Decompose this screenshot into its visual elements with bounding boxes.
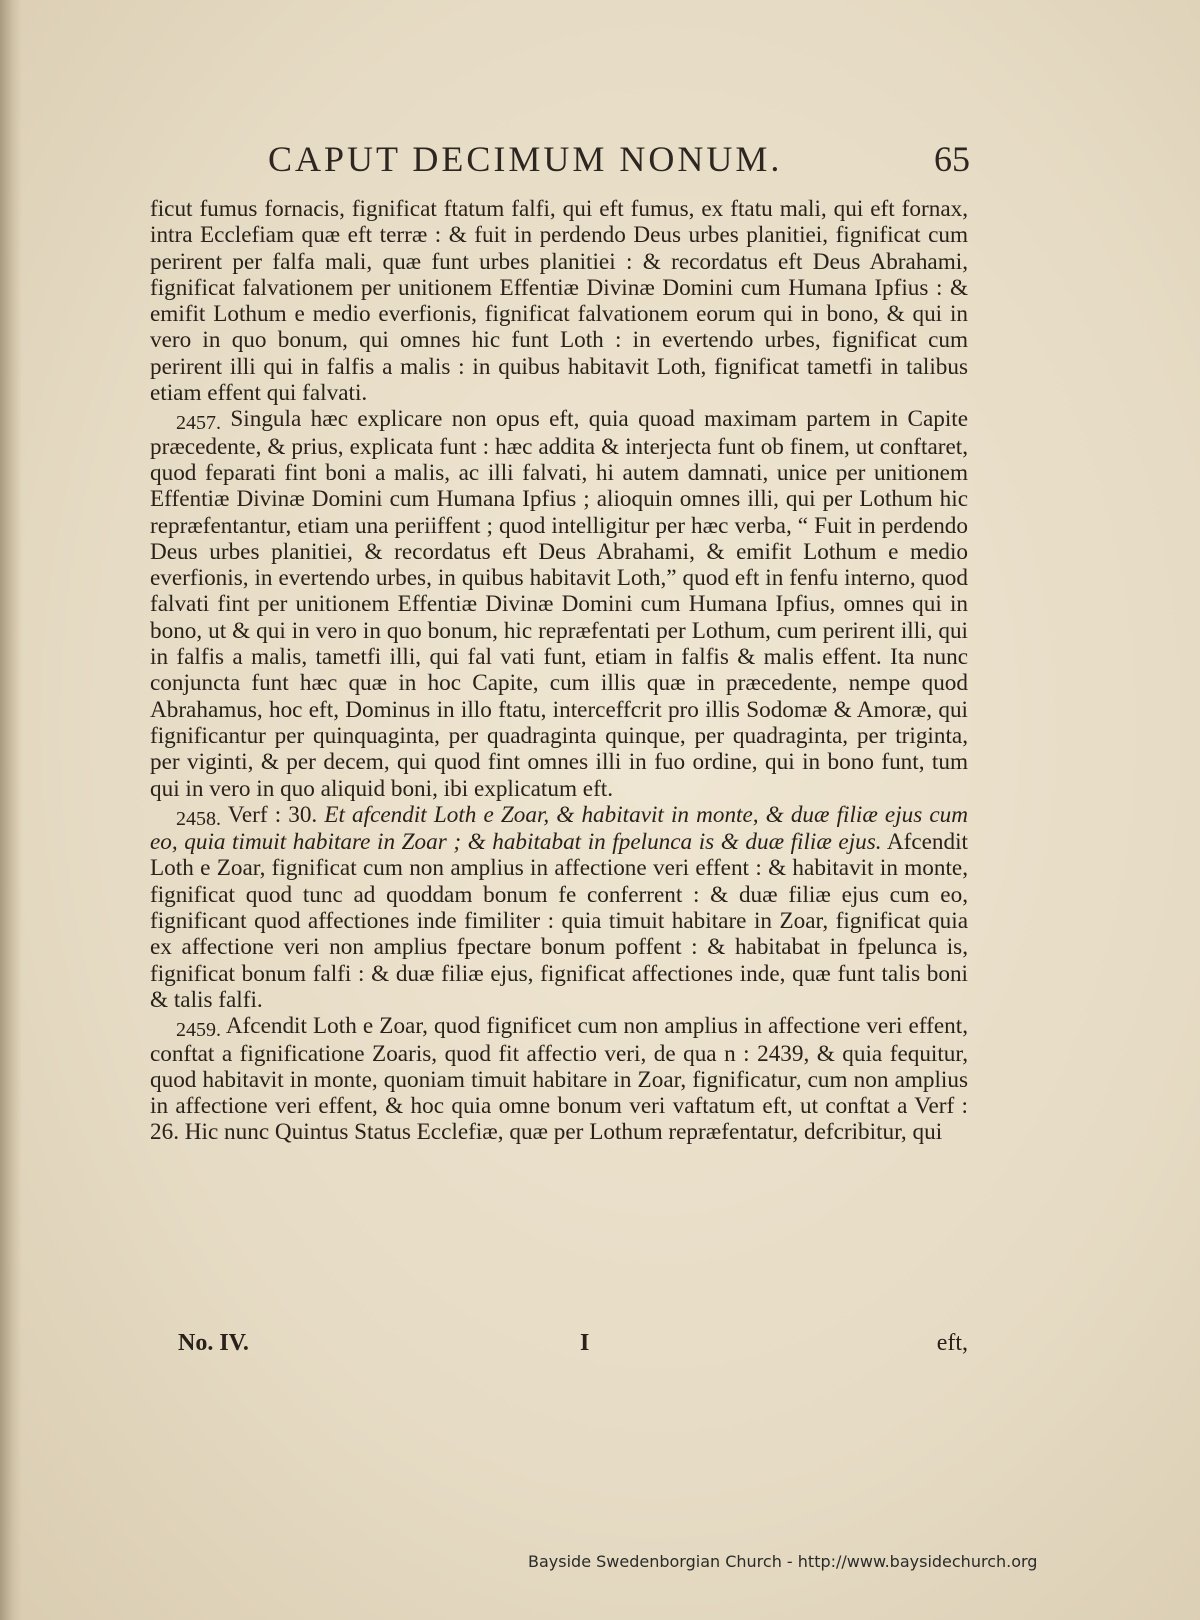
- running-title: CAPUT DECIMUM NONUM.: [268, 139, 783, 179]
- paragraph-text: Afcendit Loth e Zoar, fignificat cum non amplius in affectione veri effent : & habitavit in monte, fignificat quod tunc ad quoddam bonum fe conferrent : & duæ filiæ ejus cum eo, fignificant quod affectiones inde fimiliter : quia timuit habitare in Zoar, fignificat quia ex affectione veri non amplius fpectare bonum poffent : & habitabat in fpelunca is, fignificat bonum falfi : & duæ filiæ ejus, fignificat affectiones inde, quæ funt talis boni & talis falfi.: [150, 829, 968, 1013]
- page-header: [150, 138, 970, 188]
- paragraph-2457: [150, 406, 968, 801]
- paragraph-text: Singula hæc explicare non opus eft, quia quoad maximam partem in Capite præcedente, & prius, explicata funt : hæc addita & interjecta funt ob finem, ut conftaret, quod feparati fint boni a malis, ac illi falvati, hi autem damnati, unice per unitionem Effentiæ Divinæ Domini cum Humana Ipfius ; alioquin omnes illi, qui per Lothum hic repræfentantur, etiam una periiffent ; quod intelligitur per hæc verba, “ Fuit in perdendo Deus urbes planitiei, & recordatus eft Deus Abrahami, & emifit Lothum e medio everfionis, in evertendo urbes, in quibus habitavit Loth,” quod eft in fenfu interno, quod falvati fint per unitionem Effentiæ Divinæ Domini cum Humana Ipfius, omnes qui in bono, ut & qui in vero in quo bonum, hic repræfentati per Lothum, cum perirent illi, qui in falfis a malis, tametfi illi, qui fal vati funt, etiam in falfis & malis effent. Ita nunc conjuncta funt hæc quæ in hoc Capite, cum illis quæ in præcedente, nempe quod Abrahamus, hoc eft, Dominus in illo ftatu, interceffcrit pro illis Sodomæ & Amoræ, qui fignificantur per quinquaginta, per quadraginta quinque, per quadraginta, per triginta, per viginti, & per decem, qui quod fint omnes illi in fuo ordine, qui in bono funt, tum qui in vero in quo aliquid boni, ibi explicatum eft.: [150, 406, 969, 802]
- paragraph-2459: [150, 1013, 968, 1145]
- paragraph-number: 2457.: [176, 412, 221, 435]
- site-credit: Bayside Swedenborgian Church - http://www.baysidechurch.org: [528, 1552, 1038, 1571]
- catchword: eft,: [936, 1330, 968, 1356]
- page-gutter: [0, 0, 22, 1620]
- paragraph-text: Afcendit Loth e Zoar, quod fignificet cum non amplius in affectione veri effent, conftat a fignificatione Zoaris, quod fit affectio veri, de qua n : 2439, & quia fequitur, quod habitavit in monte, quoniam timuit habitare in Zoar, fignificatur, cum non amplius in affectione veri effent, & hoc quia omne bonum veri vaftatum eft, ut conftat a Verf : 26. Hic nunc Quintus Status Ecclefiæ, quæ per Lothum repræfentatur, defcribitur, qui: [150, 1013, 968, 1146]
- page-number: 65: [934, 139, 970, 179]
- verse-reference: Verf : 30.: [227, 801, 318, 828]
- scripture-quote: Et afcendit Loth e Zoar, & habitavit in monte, & duæ filiæ ejus cum eo, quia timuit habitare in Zoar ; & habitabat in fpelunca is & duæ filiæ ejus.: [150, 801, 968, 856]
- sheet-mark: I: [580, 1330, 590, 1356]
- paragraph-number: 2458.: [176, 807, 221, 830]
- body-text: [150, 196, 968, 1146]
- paragraph-number: 2459.: [176, 1019, 221, 1042]
- signature-mark: No. IV.: [178, 1330, 249, 1356]
- paragraph-2458: [150, 802, 968, 1013]
- paragraph-continuation: [150, 196, 968, 406]
- page-footer: [150, 1330, 968, 1370]
- paragraph-text: ficut fumus fornacis, fignificat ftatum falfi, qui eft fumus, ex ftatu mali, qui eft fornax, intra Ecclefiam quæ eft terræ : & fuit in perdendo Deus urbes planitiei, fignificat cum perirent per falfa mali, quæ funt urbes planitiei : & recordatus eft Deus Abrahami, fignificat falvationem per unitionem Effentiæ Divinæ Domini cum Humana Ipfius : & emifit Lothum e medio everfionis, fignificat falvationem eorum qui in bono, & qui in vero in quo bonum, qui omnes hic funt Loth : in evertendo urbes, fignificat cum perirent illi qui in falfis a malis : in quibus habitavit Loth, fignificat tametfi in talibus etiam effent qui falvati.: [150, 196, 968, 407]
